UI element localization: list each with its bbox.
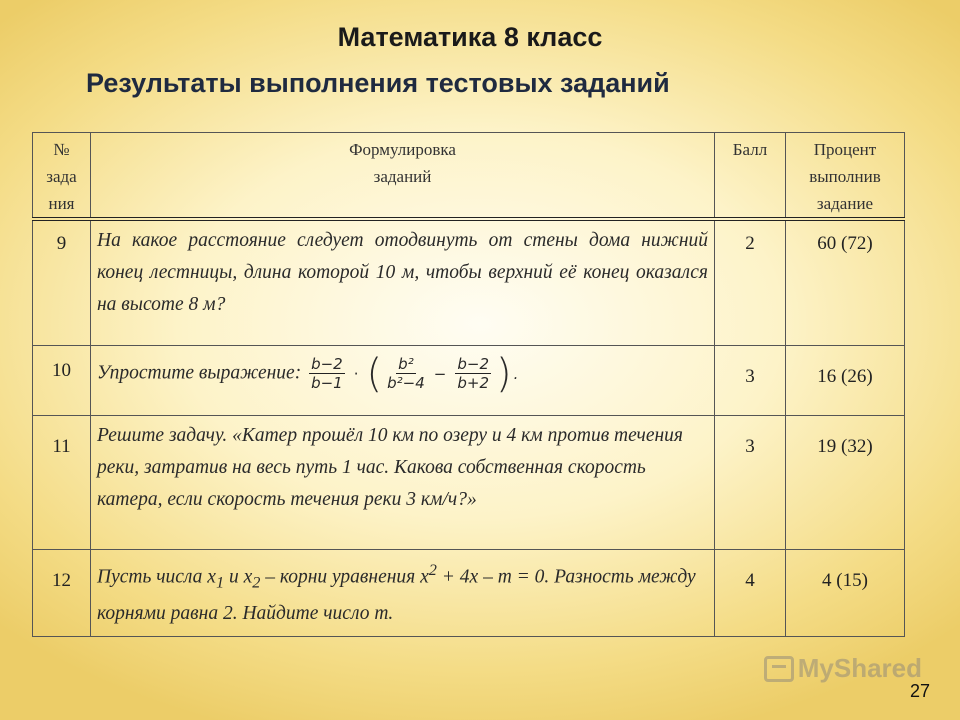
formula-expression: $\frac{b-2}{b-1}$ · ( $\frac{\text{b²}}{\text{b²−4}}$ − $\frac{b-2}{b+2}$ ) .	[311, 350, 519, 397]
task-score: 2	[715, 219, 786, 345]
table-row	[33, 345, 905, 415]
header-task-number: № зада ния	[33, 133, 91, 220]
header-percent: Процент выполнив задание	[786, 133, 905, 220]
slide-title: Математика 8 класс	[337, 22, 603, 52]
task-percent: 16 (26)	[786, 345, 905, 415]
results-table	[32, 132, 905, 637]
task-number: 12	[33, 549, 91, 636]
task-percent: 60 (72)	[786, 219, 905, 345]
task-number: 10	[33, 345, 91, 415]
fraction: $\frac{b-2}{b+2}$	[457, 355, 489, 392]
task-text: На какое расстояние следует отодвинуть от стены дома нижний конец лестницы, длина которой 10 м, чтобы верхний её конец оказался на высоте 8 м?	[91, 219, 715, 345]
task-text: Упростите выражение:	[97, 361, 302, 383]
task-text: Решите задачу. «Катер прошёл 10 км по озеру и 4 км против течения реки, затратив на весь путь 1 час. Какова собственная скорость катера, если скорость течения реки 3 км/ч?»	[91, 415, 715, 549]
task-percent: 4 (15)	[786, 549, 905, 636]
task-percent: 19 (32)	[786, 415, 905, 549]
task-number: 11	[33, 415, 91, 549]
task-number: 9	[33, 219, 91, 345]
task-score: 4	[715, 549, 786, 636]
task-score: 3	[715, 415, 786, 549]
open-paren: (	[366, 350, 383, 397]
watermark-logo: MyShared	[764, 653, 922, 684]
close-paren: )	[496, 350, 512, 397]
table-row	[33, 415, 905, 549]
task-text: Пусть числа $x_1$ и $x_2$ – корни уравнения $x^2 + 4x - m = 0$. Разность между корнями равна 2. Найдите число m.	[91, 549, 715, 636]
header-task-wording: Формулировка заданий	[91, 133, 715, 220]
fraction: $\frac{\text{b²}}{\text{b²−4}}$	[387, 355, 425, 392]
fraction: $\frac{b-2}{b-1}$	[311, 355, 343, 392]
slide-subtitle: Результаты выполнения тестовых заданий	[86, 68, 670, 98]
task-score: 3	[715, 345, 786, 415]
table-row	[33, 219, 905, 345]
table-row	[33, 549, 905, 636]
header-score: Балл	[715, 133, 786, 220]
shared-logo-icon	[764, 656, 794, 682]
task-text-with-formula	[91, 345, 715, 415]
table-header-row	[33, 133, 905, 220]
page-number: 27	[909, 681, 930, 701]
